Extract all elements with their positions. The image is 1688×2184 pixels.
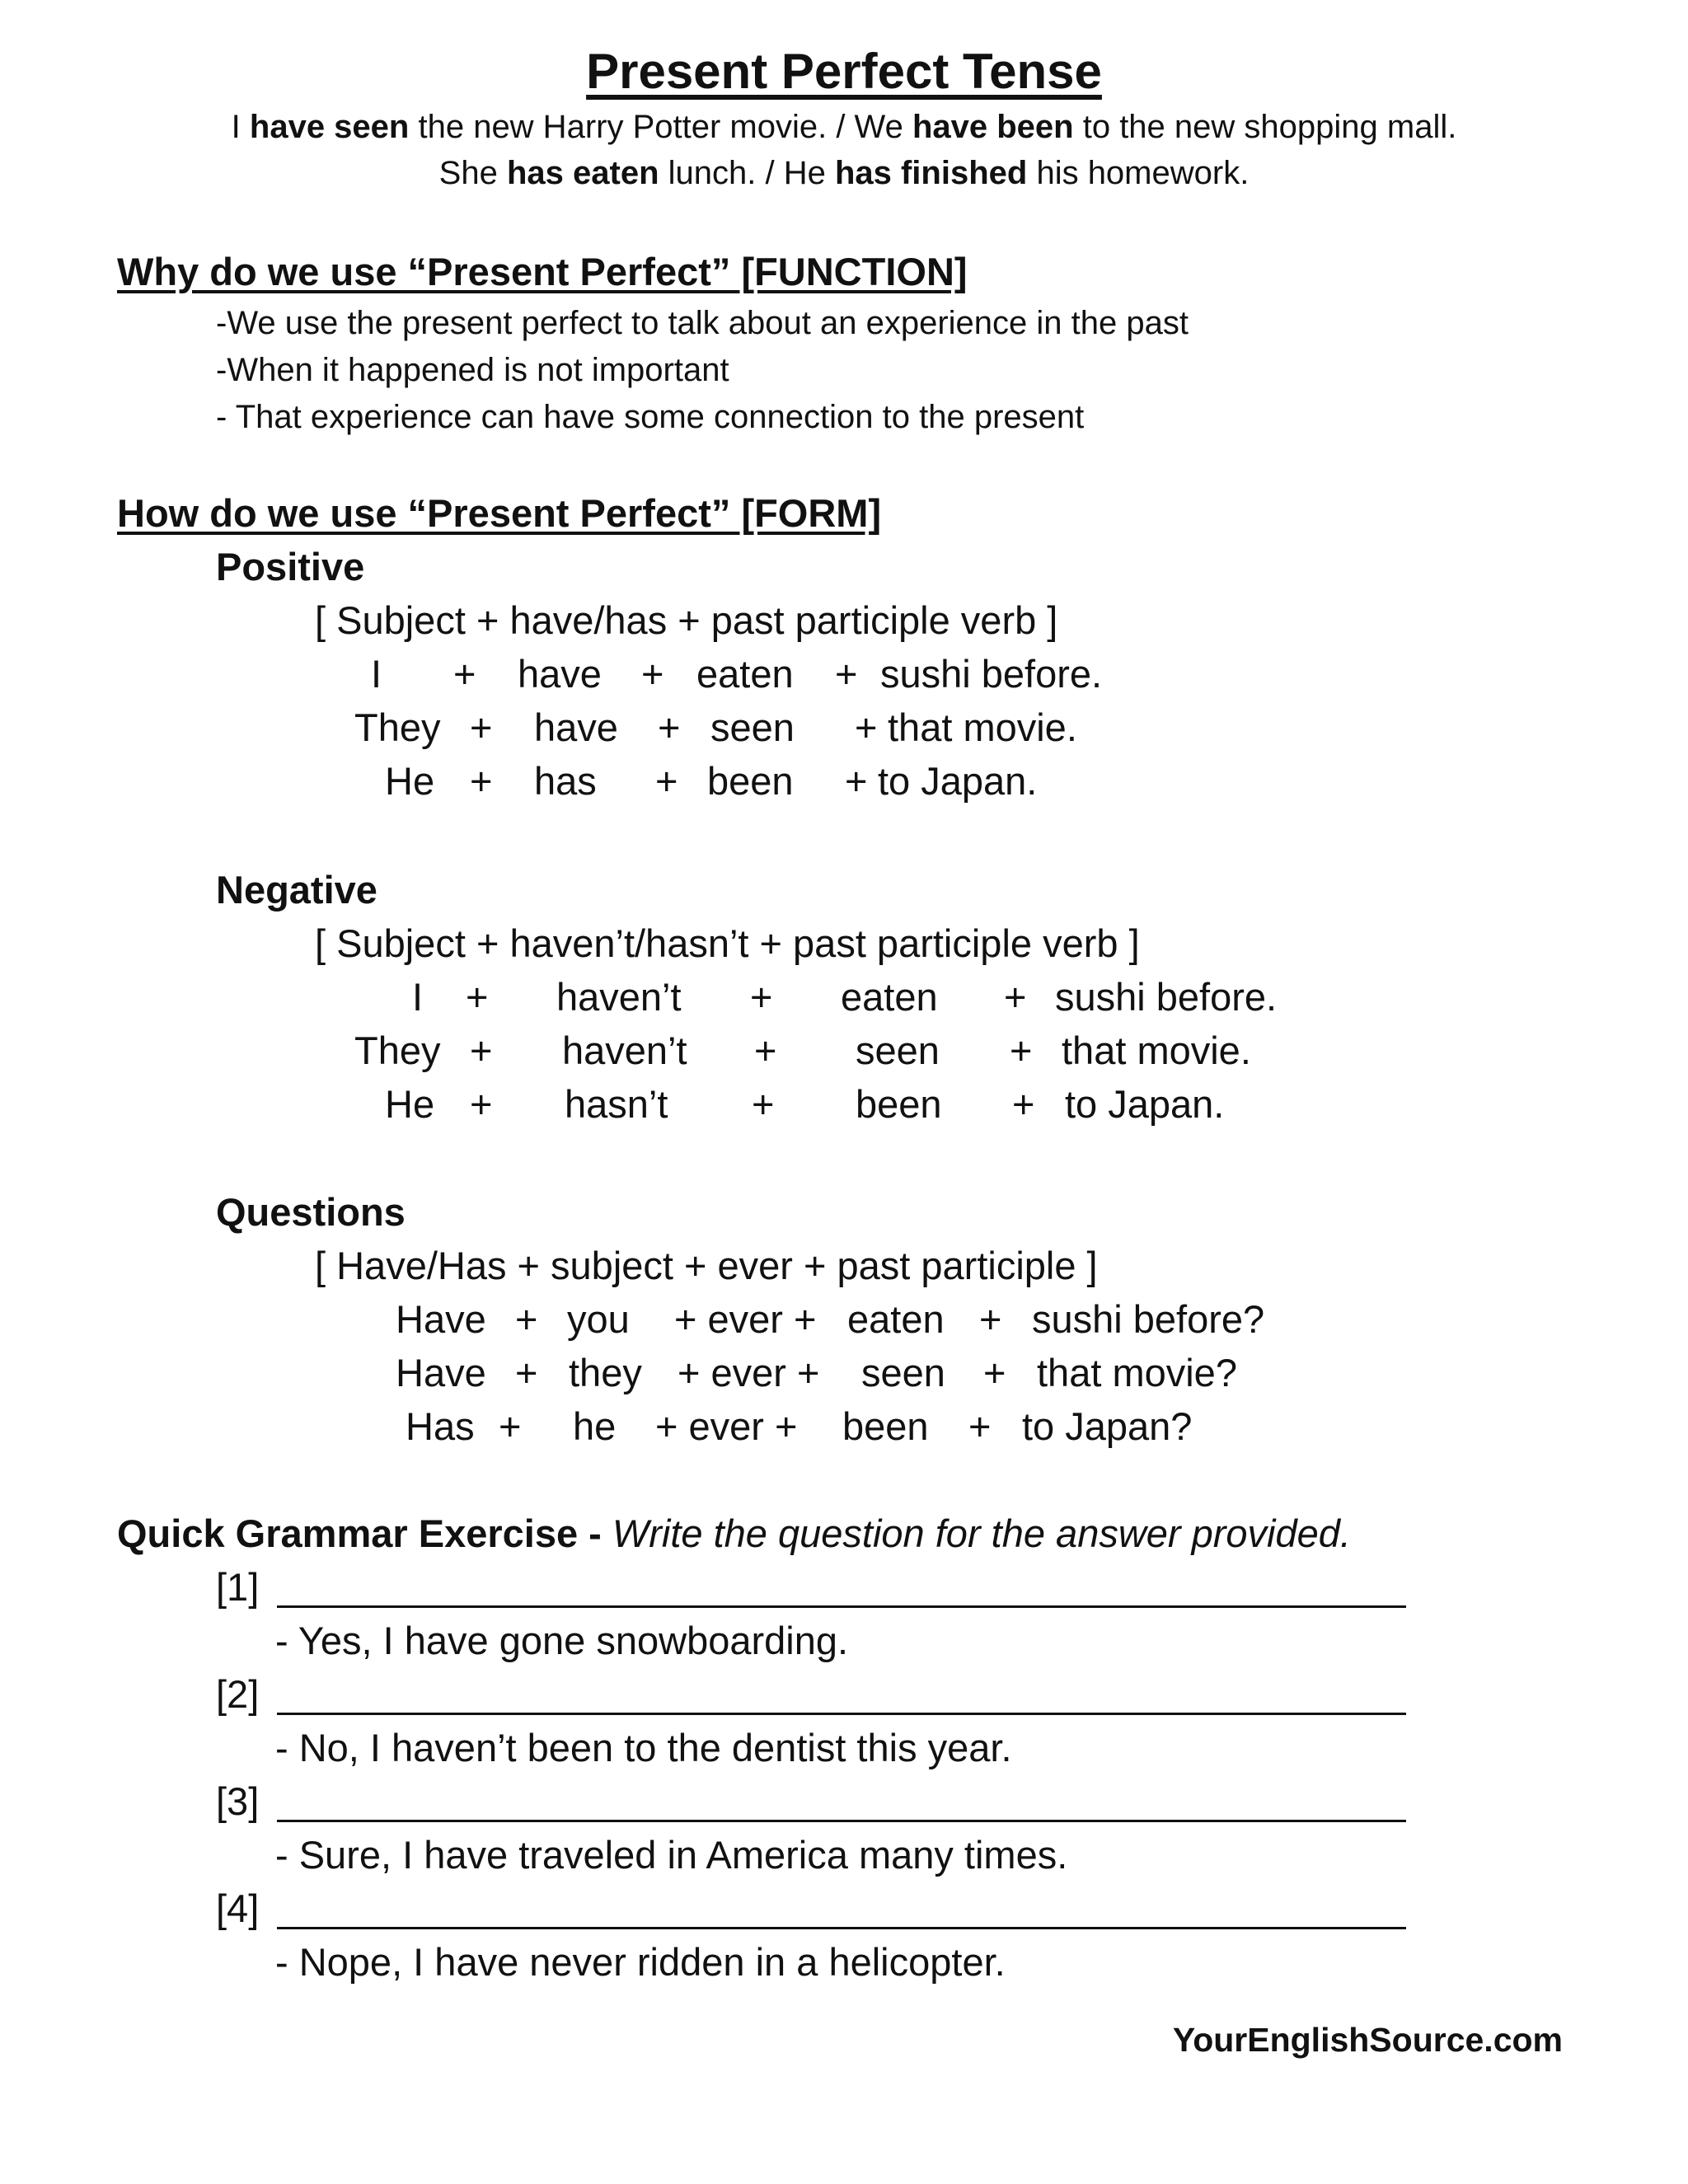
table-cell: to Japan. — [878, 759, 1038, 803]
table-cell: been — [842, 1404, 929, 1448]
table-cell: + — [855, 705, 878, 749]
table-cell: haven’t — [556, 975, 682, 1019]
intro-seg: his homework. — [1027, 155, 1250, 191]
table-cell: eaten — [841, 975, 938, 1019]
table-cell: + — [453, 652, 476, 696]
table-cell: haven’t — [562, 1029, 687, 1072]
table-cell: Have — [396, 1297, 486, 1341]
table-cell: + — [968, 1404, 992, 1448]
table-cell: + — [466, 975, 489, 1019]
table-cell: + — [470, 1029, 493, 1072]
table-cell: + — [1010, 1029, 1033, 1072]
exercise-answer: - No, I haven’t been to the dentist this year. — [275, 1726, 1012, 1769]
table-cell: have — [518, 652, 602, 696]
table-cell: + — [845, 759, 868, 803]
table-cell: + — [641, 652, 664, 696]
exercise-answer: - Nope, I have never ridden in a helicopter. — [275, 1940, 1006, 1984]
questions-label: Questions — [216, 1190, 406, 1234]
table-cell: + — [470, 759, 493, 803]
table-cell: seen — [856, 1029, 940, 1072]
table-cell: They — [354, 705, 441, 749]
answer-blank-line[interactable] — [277, 1927, 1406, 1929]
intro-seg: lunch. / He — [659, 155, 835, 191]
exercise-number: [2] — [216, 1672, 260, 1716]
table-cell: + ever + — [655, 1404, 798, 1448]
table-cell: that movie? — [1037, 1351, 1237, 1394]
table-cell: you — [567, 1297, 630, 1341]
exercise-number: [3] — [216, 1779, 260, 1823]
table-cell: they — [569, 1351, 642, 1394]
table-cell: I — [412, 975, 424, 1019]
positive-formula: [ Subject + have/has + past participle verb ] — [315, 598, 1058, 642]
table-cell: + — [470, 705, 493, 749]
function-point: -We use the present perfect to talk about an experience in the past — [216, 305, 1189, 341]
intro-line-2 — [0, 155, 1688, 192]
negative-formula: [ Subject + haven’t/hasn’t + past participle verb ] — [315, 921, 1140, 965]
negative-label: Negative — [216, 868, 377, 912]
table-cell: + — [750, 975, 773, 1019]
exercise-number: [1] — [216, 1565, 260, 1609]
table-cell: sushi before. — [880, 652, 1103, 696]
table-cell: + — [835, 652, 858, 696]
table-cell: + ever + — [674, 1297, 817, 1341]
function-point: -When it happened is not important — [216, 352, 729, 388]
table-cell: to Japan. — [1065, 1082, 1225, 1126]
intro-seg-bold: have seen — [249, 109, 410, 145]
answer-blank-line[interactable] — [277, 1820, 1406, 1822]
table-cell: + — [754, 1029, 777, 1072]
table-cell: + — [979, 1297, 1002, 1341]
table-cell: + — [983, 1351, 1006, 1394]
intro-seg: to the new shopping mall. — [1073, 109, 1457, 145]
table-cell: that movie. — [1062, 1029, 1251, 1072]
table-cell: sushi before? — [1032, 1297, 1265, 1341]
table-cell: + — [499, 1404, 522, 1448]
table-cell: + — [752, 1082, 775, 1126]
table-cell: to Japan? — [1022, 1404, 1193, 1448]
table-cell: + — [658, 705, 681, 749]
intro-seg: the new Harry Potter movie. / We — [409, 109, 912, 145]
table-cell: been — [707, 759, 794, 803]
table-cell: + — [1012, 1082, 1035, 1126]
intro-seg-bold: have been — [912, 109, 1074, 145]
intro-seg: She — [438, 155, 507, 191]
intro-line-1 — [0, 109, 1688, 146]
table-cell: has — [534, 759, 597, 803]
exercise-answer: - Yes, I have gone snowboarding. — [275, 1619, 849, 1662]
table-cell: hasn’t — [565, 1082, 668, 1126]
table-cell: He — [385, 759, 435, 803]
table-cell: + — [1004, 975, 1027, 1019]
intro-seg: I — [231, 109, 250, 145]
table-cell: + — [470, 1082, 493, 1126]
exercise-heading-bold: Quick Grammar Exercise - — [117, 1511, 612, 1555]
answer-blank-line[interactable] — [277, 1605, 1406, 1608]
table-cell: eaten — [696, 652, 794, 696]
exercise-heading — [117, 1511, 1351, 1556]
function-heading: Why do we use “Present Perfect” [FUNCTION] — [117, 250, 968, 293]
answer-blank-line[interactable] — [277, 1713, 1406, 1715]
exercise-heading-italic: Write the question for the answer provided. — [612, 1511, 1351, 1555]
table-cell: He — [385, 1082, 435, 1126]
table-cell: have — [534, 705, 618, 749]
intro-seg-bold: has eaten — [506, 155, 659, 191]
function-point: - That experience can have some connection to the present — [216, 399, 1085, 435]
table-cell: + — [515, 1297, 538, 1341]
positive-label: Positive — [216, 545, 365, 588]
table-cell: eaten — [847, 1297, 945, 1341]
table-cell: seen — [710, 705, 795, 749]
table-cell: Has — [406, 1404, 475, 1448]
table-cell: been — [856, 1082, 942, 1126]
footer-website: YourEnglishSource.com — [1172, 2021, 1563, 2059]
table-cell: I — [371, 652, 382, 696]
exercise-number: [4] — [216, 1886, 260, 1930]
table-cell: + ever + — [678, 1351, 820, 1394]
table-cell: + — [655, 759, 678, 803]
exercise-answer: - Sure, I have traveled in America many times. — [275, 1833, 1068, 1877]
questions-formula: [ Have/Has + subject + ever + past participle ] — [315, 1244, 1098, 1287]
page-title: Present Perfect Tense — [586, 44, 1102, 99]
table-cell: he — [573, 1404, 617, 1448]
intro-seg-bold: has finished — [834, 155, 1028, 191]
table-cell: They — [354, 1029, 441, 1072]
table-cell: Have — [396, 1351, 486, 1394]
table-cell: that movie. — [888, 705, 1077, 749]
table-cell: sushi before. — [1055, 975, 1278, 1019]
table-cell: + — [515, 1351, 538, 1394]
form-heading: How do we use “Present Perfect” [FORM] — [117, 491, 882, 535]
table-cell: seen — [861, 1351, 945, 1394]
